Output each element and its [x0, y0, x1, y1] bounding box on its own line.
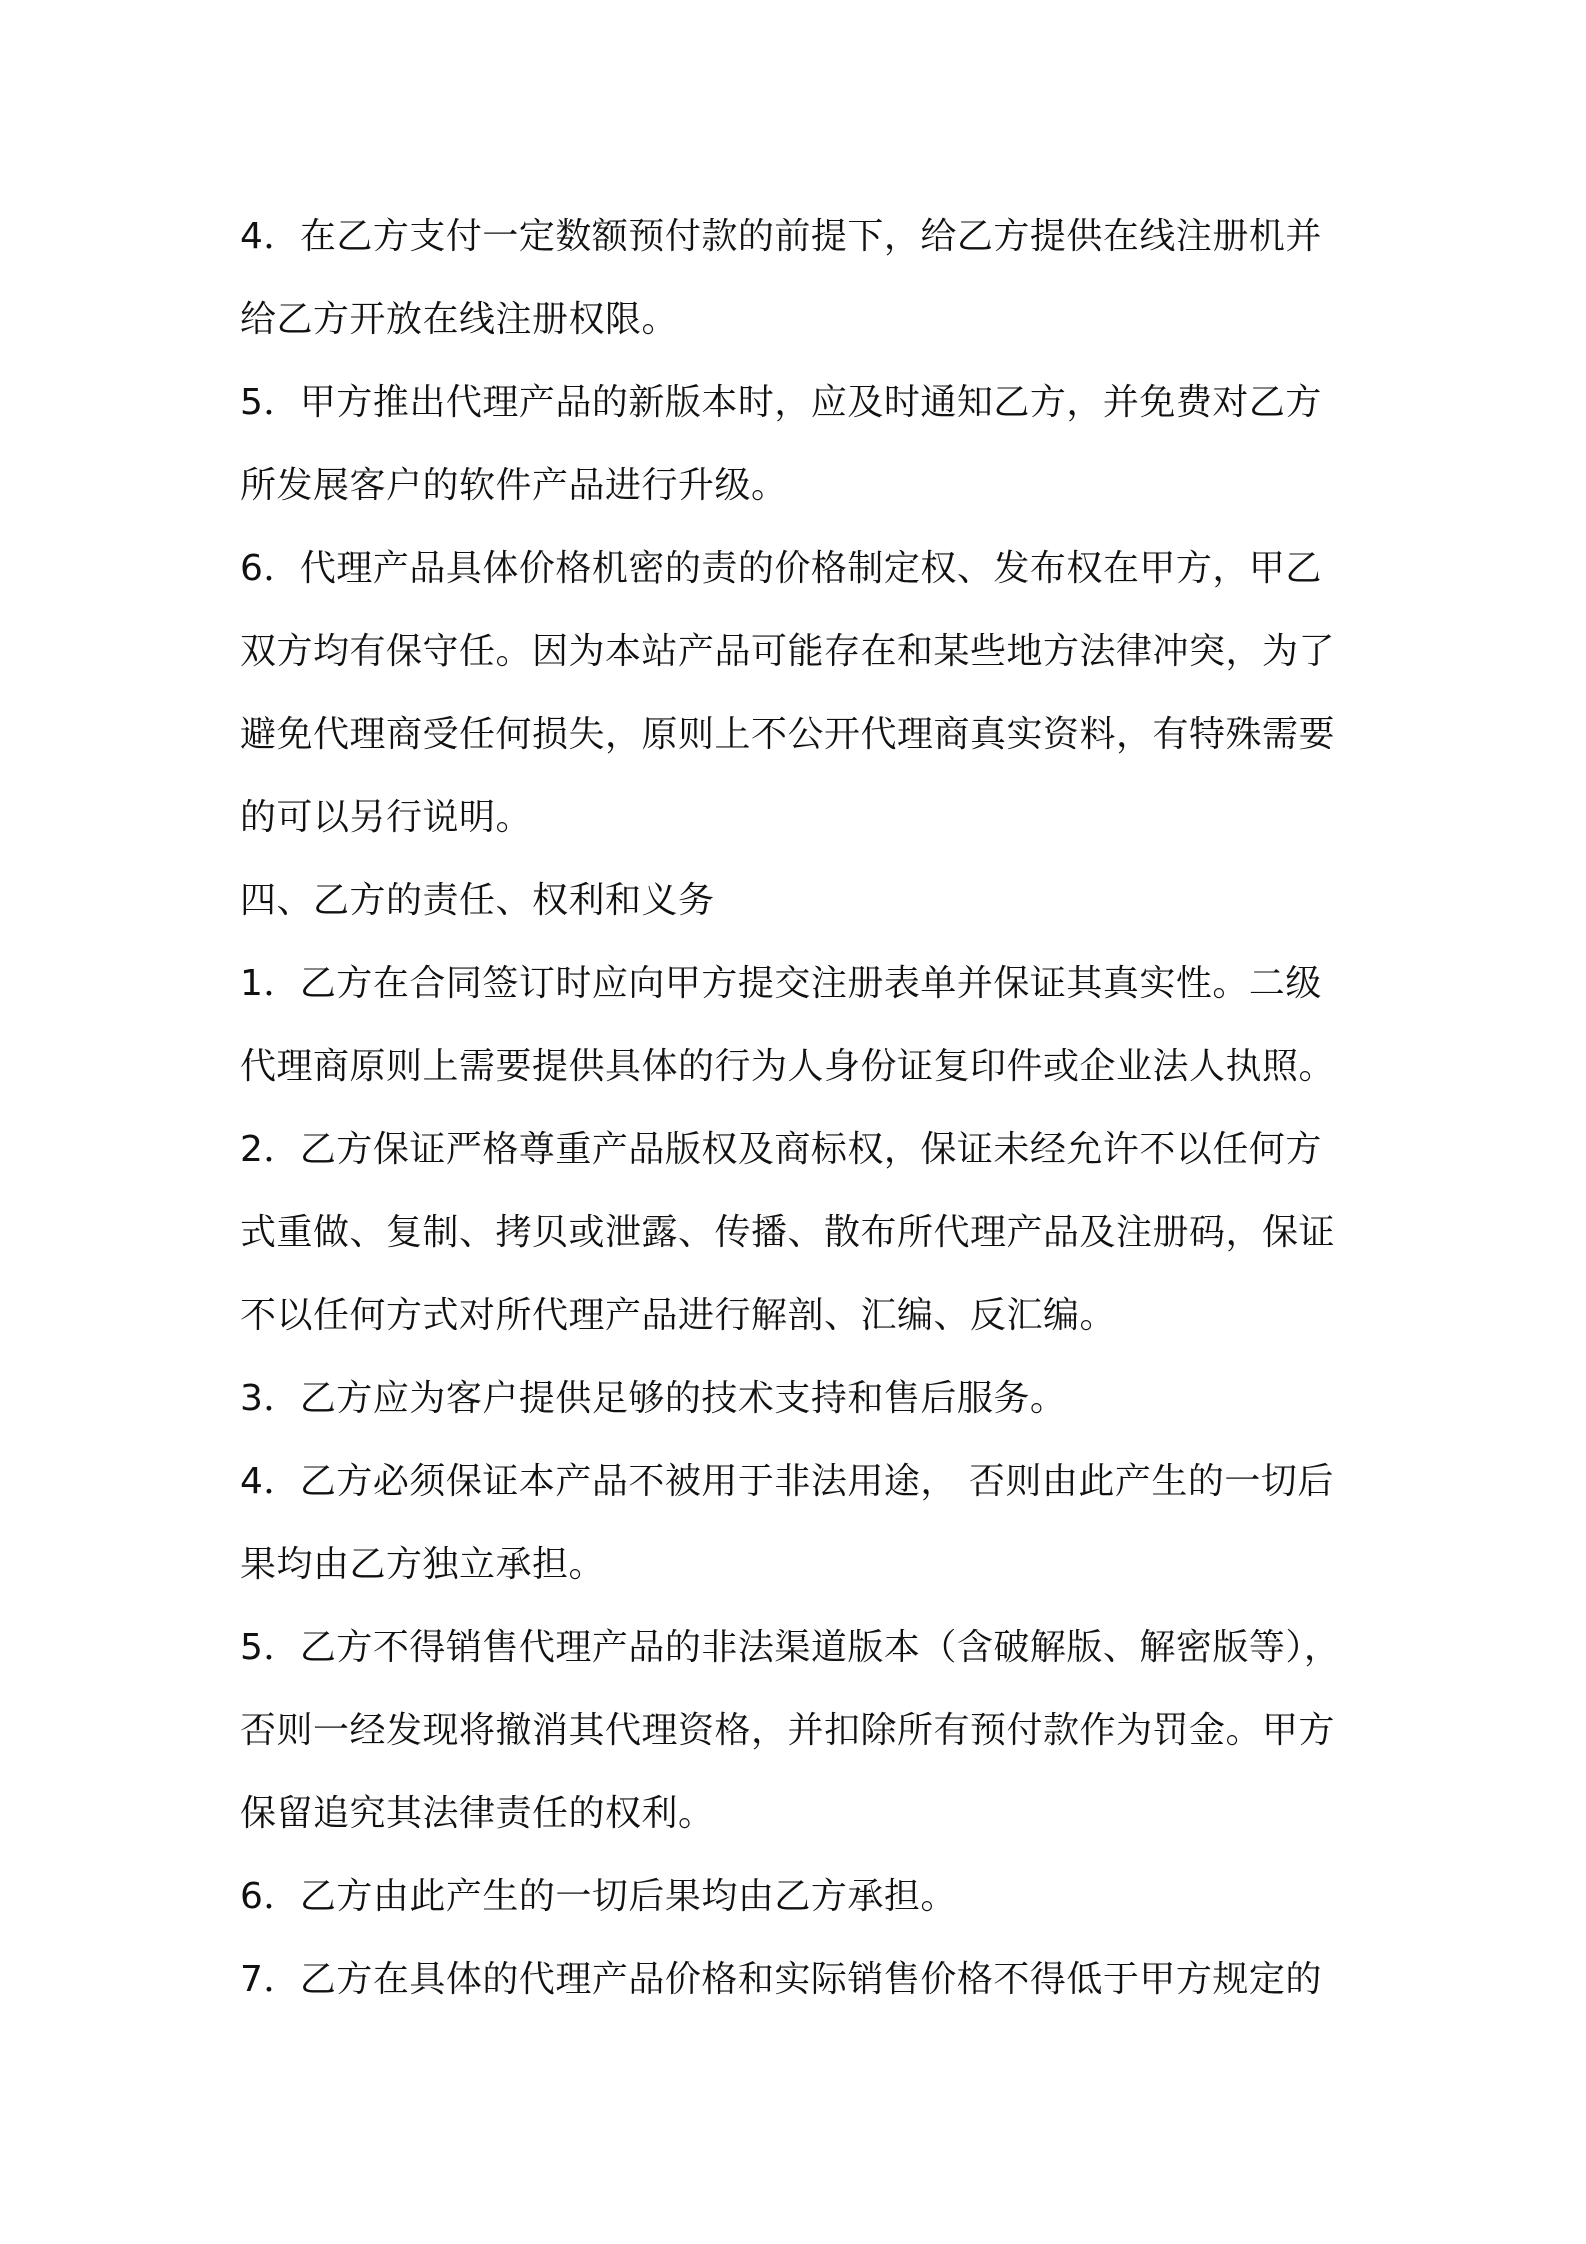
text-line: 7．乙方在具体的代理产品价格和实际销售价格不得低于甲方规定的	[240, 1959, 1322, 2000]
section-heading: 四、乙方的责任、权利和义务	[240, 880, 715, 921]
text-line: 2．乙方保证严格尊重产品版权及商标权，保证未经允许不以任何方	[240, 1129, 1322, 1170]
document-body	[240, 195, 1360, 2021]
text-line: 双方均有保守任。因为本站产品可能存在和某些地方法律冲突，为了	[240, 631, 1336, 672]
text-line: 6．代理产品具体价格机密的责的价格制定权、发布权在甲方，甲乙	[240, 548, 1322, 589]
text-line: 6．乙方由此产生的一切后果均由乙方承担。	[240, 1876, 957, 1917]
text-line: 式重做、复制、拷贝或泄露、传播、散布所代理产品及注册码，保证	[240, 1212, 1336, 1253]
text-line: 4．乙方必须保证本产品不被用于非法用途， 否则由此产生的一切后	[240, 1461, 1334, 1502]
text-line: 避免代理商受任何损失，原则上不公开代理商真实资料，有特殊需要	[240, 714, 1336, 755]
text-line: 3．乙方应为客户提供足够的技术支持和售后服务。	[240, 1378, 1067, 1419]
text-line: 所发展客户的软件产品进行升级。	[240, 465, 788, 506]
text-line: 给乙方开放在线注册权限。	[240, 299, 679, 340]
text-line: 4．在乙方支付一定数额预付款的前提下，给乙方提供在线注册机并	[240, 216, 1322, 257]
text-line: 否则一经发现将撤消其代理资格，并扣除所有预付款作为罚金。甲方	[240, 1710, 1336, 1751]
text-line: 的可以另行说明。	[240, 797, 533, 838]
text-line: 1．乙方在合同签订时应向甲方提交注册表单并保证其真实性。二级	[240, 963, 1322, 1004]
text-line: 5．甲方推出代理产品的新版本时，应及时通知乙方，并免费对乙方	[240, 382, 1322, 423]
text-line: 不以任何方式对所代理产品进行解剖、汇编、反汇编。	[240, 1295, 1117, 1336]
text-line: 保留追究其法律责任的权利。	[240, 1793, 715, 1834]
text-line: 果均由乙方独立承担。	[240, 1544, 606, 1585]
text-line: 5．乙方不得销售代理产品的非法渠道版本（含破解版、解密版等），	[240, 1627, 1341, 1668]
text-line: 代理商原则上需要提供具体的行为人身份证复印件或企业法人执照。	[240, 1046, 1336, 1087]
